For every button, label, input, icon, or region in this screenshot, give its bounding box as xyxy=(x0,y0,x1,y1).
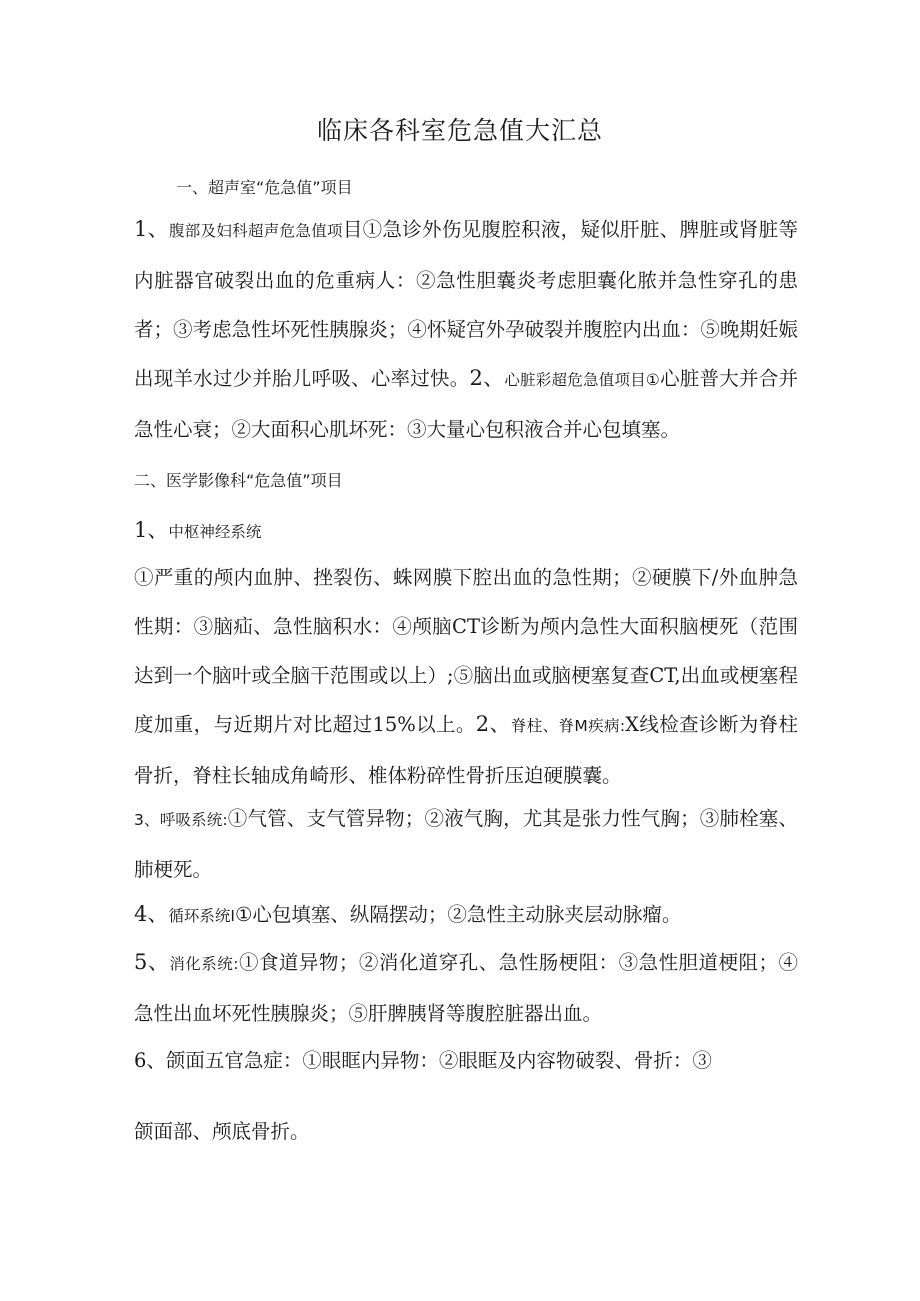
digestive-paragraph xyxy=(134,938,798,1038)
cns-heading xyxy=(134,506,798,557)
section2-heading: 二、医学影像科“危急值”项目 xyxy=(134,471,343,490)
cns-text: ①严重的颅内血肿、挫裂伤、蛛网膜下腔出血的急性期；②硬膜下/外血肿急性期：③脑疝、急性脑积水：④颅脑CT诊断为颅内急性大面积脑梗死（范围达到一个脑叶或全脑干范围或以上）;⑤脑出血或脑梗塞复查CT,出血或梗塞程度加重，与近期片对比超过15%以上。 xyxy=(134,566,798,736)
resp-label: 呼吸系统: xyxy=(159,811,228,829)
spine-number: 2、 xyxy=(475,712,511,736)
circulatory-paragraph xyxy=(134,890,798,941)
facial-line-2: 颌面部、颅底骨折。 xyxy=(134,1120,310,1143)
item1-label: 腹部及妇科超声危急值项 xyxy=(168,222,343,240)
item2-text: 心脏普大并合并急性心衰；②大面积心肌坏死：③大量心包积液合并心包填塞。 xyxy=(134,367,798,441)
page-title: 临床各科室危急值大汇总 xyxy=(316,116,603,145)
facial-line-1: 6、颌面五官急症：①眼眶内异物：②眼眶及内容物破裂、骨折：③ xyxy=(134,1049,712,1072)
item1-number: 1、 xyxy=(134,217,169,241)
resp-number: 3、 xyxy=(134,811,160,829)
dig-label: 消化系统: xyxy=(169,955,239,973)
circ-number: 4、 xyxy=(134,902,169,926)
item1-text: 目①急诊外伤见腹腔积液，疑似肝脏、脾脏或肾脏等内脏器官破裂出血的危重病人：②急性胆囊炎考虑胆囊化脓并急性穿孔的患者；③考虑急性坏死性胰腺炎；④怀疑宫外孕破裂并腹腔内出血：⑤晚期妊娠出现羊水过少并胎儿呼吸、心率过快。 xyxy=(134,218,798,390)
section1-paragraph xyxy=(134,205,798,454)
cns-label: 中枢神经系统 xyxy=(168,523,262,541)
cns-number: 1、 xyxy=(134,518,169,542)
respiratory-paragraph xyxy=(134,794,798,894)
circ-label: 循环系统I xyxy=(168,907,235,925)
cns-paragraph xyxy=(134,553,798,800)
dig-number: 5、 xyxy=(134,950,170,974)
dig-text: ①食道异物；②消化道穿孔、急性肠梗阻：③急性胆道梗阻；④急性出血坏死性胰腺炎；⑤肝脾胰肾等腹腔脏器出血。 xyxy=(134,951,798,1025)
item2-label: 心脏彩超危急值项目① xyxy=(504,371,661,389)
resp-text: ①气管、支气管异物；②液气胸，尤其是张力性气胸；③肺栓塞、肺梗死。 xyxy=(134,807,798,881)
section1-heading: 一、超声室“危急值”项目 xyxy=(176,178,353,197)
circ-text: ①心包填塞、纵隔摆动；②急性主动脉夹层动脉瘤。 xyxy=(234,903,682,926)
spine-text: X线检查诊断为脊柱骨折，脊柱长轴成角崎形、椎体粉碎性骨折压迫硬膜囊。 xyxy=(134,713,798,787)
item2-number: 2、 xyxy=(469,366,505,390)
spine-label: 脊柱、脊M疾病: xyxy=(510,717,626,735)
